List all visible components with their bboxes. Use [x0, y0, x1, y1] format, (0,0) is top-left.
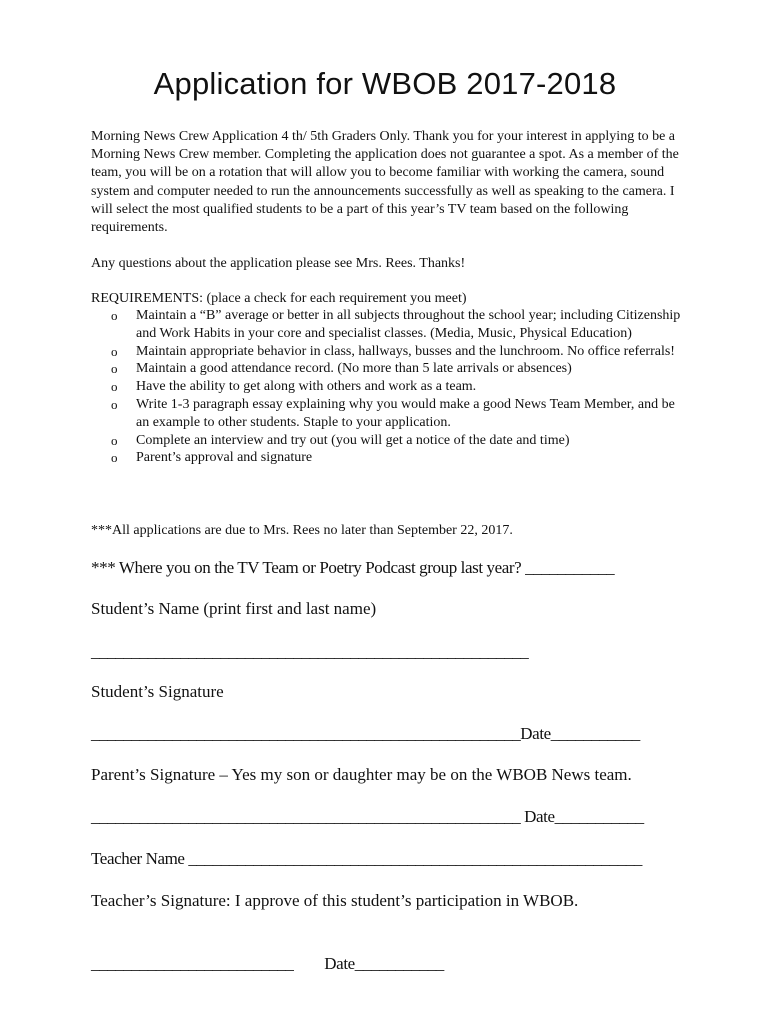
requirement-item	[111, 360, 683, 378]
requirements-list	[111, 307, 683, 467]
requirement-text: Maintain a good attendance record. (No more than 5 late arrivals or absences)	[136, 361, 572, 377]
student-name-field[interactable]: ______________________________________________________	[91, 642, 529, 661]
student-name-label: Student’s Name (print first and last name)	[91, 599, 377, 618]
requirement-item	[111, 307, 683, 343]
requirement-item	[111, 396, 683, 432]
parent-signature-label: Parent’s Signature – Yes my son or daughter may be on the WBOB News team.	[91, 765, 632, 784]
circle-bullet-icon: o	[111, 396, 118, 412]
requirement-text: Have the ability to get along with others and work as a team.	[136, 379, 477, 395]
parent-signature-date-field[interactable]: _____________________________________________________ Date___________	[91, 807, 644, 826]
requirement-item	[111, 378, 683, 396]
circle-bullet-icon: o	[111, 361, 118, 377]
intro-paragraph: Morning News Crew Application 4 th/ 5th Graders Only. Thank you for your interest in applying to be a Morning News Crew member. Completing the application does not guarantee a spot. As a member of the team, you will be on a rotation that will allow you to become familiar with working the camera, sound system and computer needed to run the announcements successfully as well as speaking to the camera. I will select the most qualified students to be a part of this year’s TV team based on the following requirements.	[91, 129, 679, 236]
tv-team-question-field[interactable]: *** Where you on the TV Team or Poetry Podcast group last year? ___________	[91, 558, 615, 577]
teacher-signature-date-field[interactable]: _________________________ Date___________	[91, 954, 444, 973]
requirement-text: Complete an interview and try out (you will get a notice of the date and time)	[136, 432, 570, 448]
questions-note: Any questions about the application please see Mrs. Rees. Thanks!	[91, 256, 466, 271]
due-date-note: ***All applications are due to Mrs. Rees no later than September 22, 2017.	[91, 523, 513, 538]
requirements-heading: REQUIREMENTS: (place a check for each requirement you meet)	[91, 291, 467, 306]
circle-bullet-icon: o	[111, 379, 118, 395]
student-signature-date-field[interactable]: _____________________________________________________Date___________	[91, 724, 640, 743]
requirement-item	[111, 449, 683, 467]
requirement-item	[111, 343, 683, 361]
requirement-text: Write 1-3 paragraph essay explaining why you would make a good News Team Member, and be an example to other students. Staple to your application.	[136, 396, 675, 430]
circle-bullet-icon: o	[111, 432, 118, 448]
requirement-item	[111, 432, 683, 450]
circle-bullet-icon: o	[111, 450, 118, 466]
requirement-text: Maintain appropriate behavior in class, hallways, busses and the lunchroom. No office referrals!	[136, 343, 675, 359]
requirement-text: Parent’s approval and signature	[136, 450, 313, 466]
teacher-name-field[interactable]: Teacher Name ________________________________________________________	[91, 849, 643, 868]
student-signature-label: Student’s Signature	[91, 682, 224, 701]
circle-bullet-icon: o	[111, 343, 118, 359]
document-title: Application for WBOB 2017-2018	[153, 66, 617, 101]
requirement-text: Maintain a “B” average or better in all subjects throughout the school year; including Citizenship and Work Habits in your core and specialist classes. (Media, Music, Physical Education)	[136, 308, 681, 341]
circle-bullet-icon: o	[111, 308, 118, 323]
teacher-signature-label: Teacher’s Signature: I approve of this student’s participation in WBOB.	[91, 891, 579, 910]
